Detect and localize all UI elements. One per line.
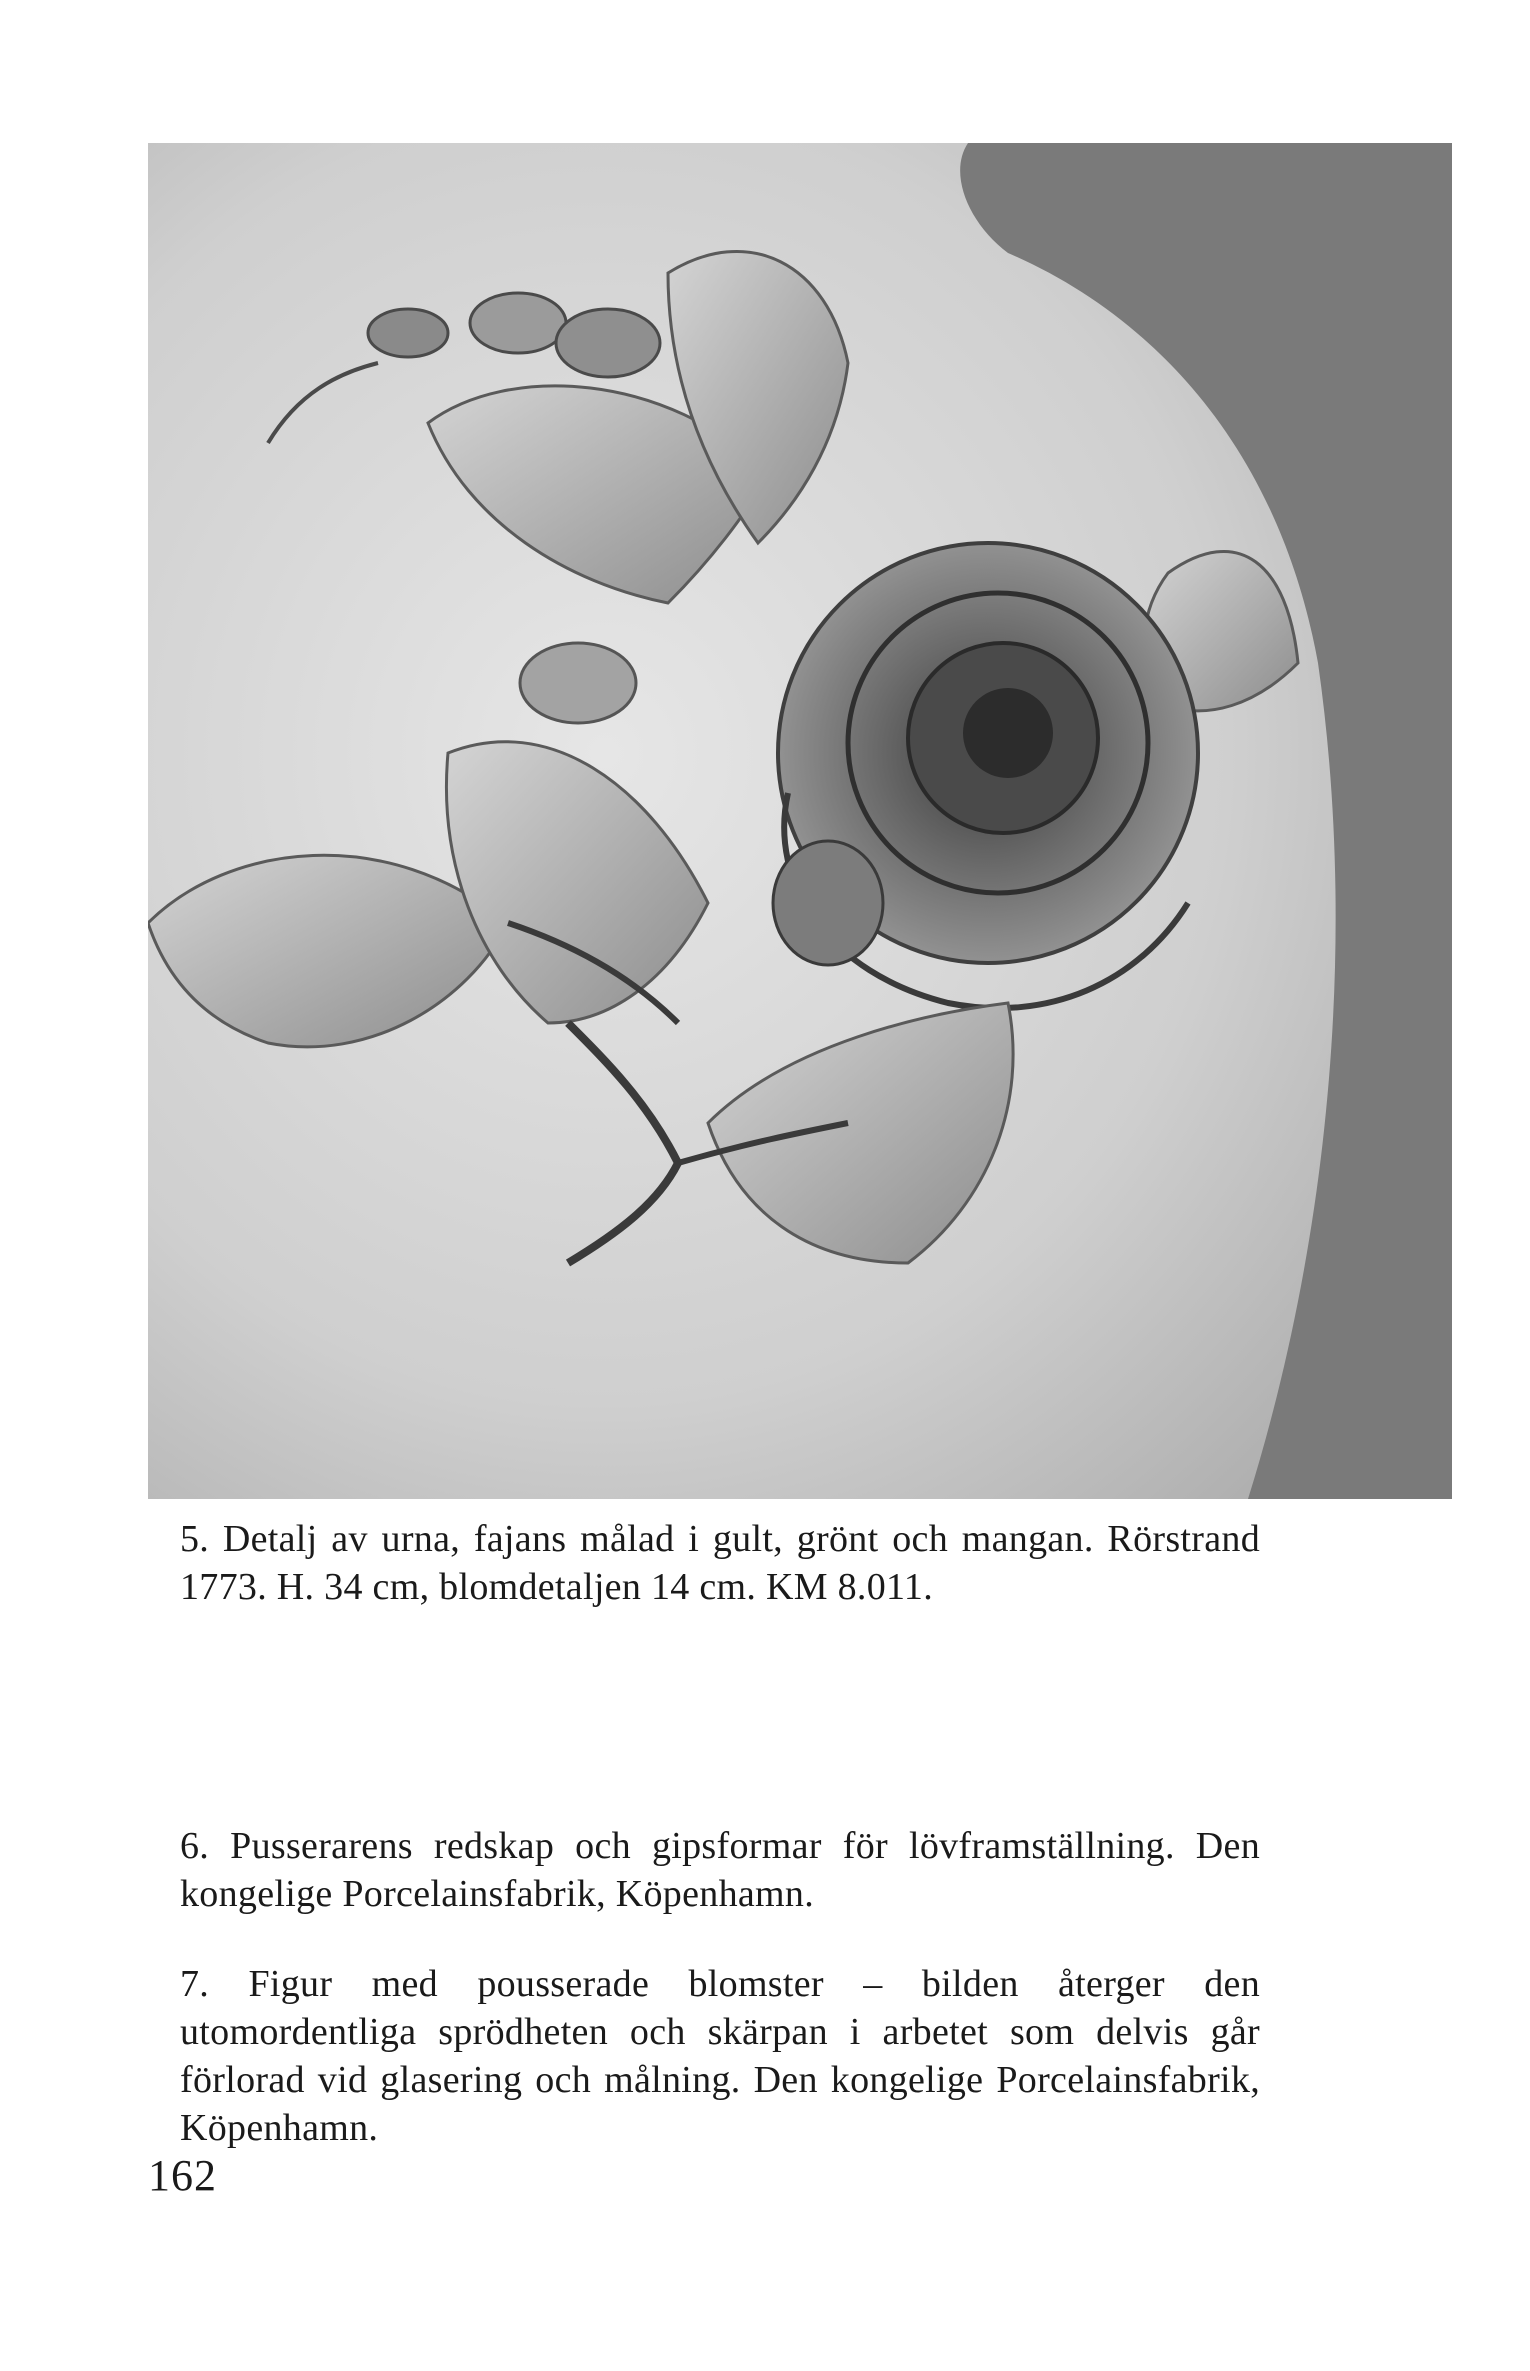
figure-5-caption: 5. Detalj av urna, fajans målad i gult, grönt och mangan. Rörstrand 1773. H. 34 cm, blomdetaljen 14 cm. KM 8.011.: [180, 1518, 1260, 1608]
urn-detail-photo: [148, 143, 1452, 1499]
rose-relief-photo-icon: [148, 143, 1452, 1499]
figure-7-caption: 7. Figur med pousserade blomster – bilden återger den utomordentliga sprödheten och skärpan i arbetet som delvis går förlorad vid glasering och målning. Den kongelige Porcelainsfabrik, Köpenhamn.: [180, 1963, 1260, 2149]
figure-6-caption: 6. Pusserarens redskap och gipsformar för lövframställning. Den kongelige Porcelainsfabrik, Köpenhamn.: [180, 1825, 1260, 1915]
page-number: 162: [148, 2151, 217, 2200]
